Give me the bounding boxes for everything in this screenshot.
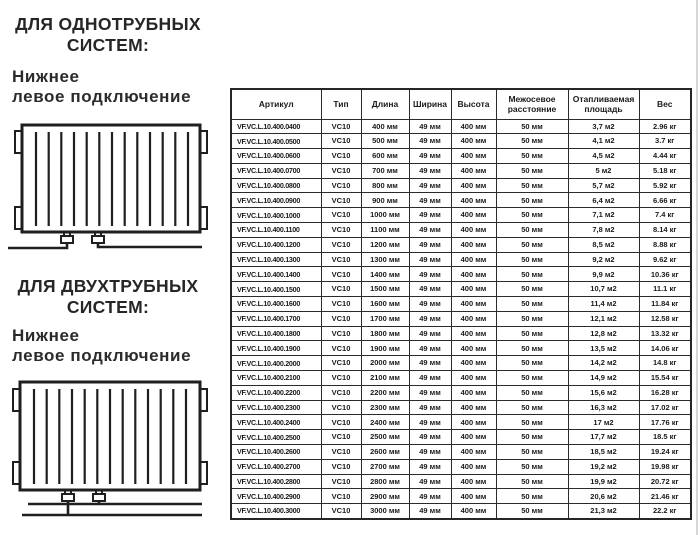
table-cell: VC10 xyxy=(321,504,361,519)
table-cell: VC10 xyxy=(321,430,361,445)
table-cell: 400 мм xyxy=(451,193,496,208)
table-cell: 6,4 м2 xyxy=(568,193,639,208)
table-cell: 49 мм xyxy=(409,489,451,504)
table-cell: VC10 xyxy=(321,297,361,312)
table-cell: 49 мм xyxy=(409,119,451,134)
table-cell: 10,7 м2 xyxy=(568,282,639,297)
table-cell: 10.36 кг xyxy=(639,267,691,282)
table-cell: 50 мм xyxy=(496,119,568,134)
table-cell: VC10 xyxy=(321,252,361,267)
table-cell: VF.VC.L.10.400.1600 xyxy=(231,297,321,312)
table-row xyxy=(231,474,691,489)
table-cell: VF.VC.L.10.400.0900 xyxy=(231,193,321,208)
table-cell: 400 мм xyxy=(451,297,496,312)
table-cell: 50 мм xyxy=(496,356,568,371)
column-header: Высота xyxy=(451,89,496,119)
table-cell: 400 мм xyxy=(451,400,496,415)
heading-line: СИСТЕМ: xyxy=(66,35,150,55)
table-cell: 50 мм xyxy=(496,415,568,430)
table-cell: 49 мм xyxy=(409,282,451,297)
table-cell: VC10 xyxy=(321,474,361,489)
table-cell: VC10 xyxy=(321,371,361,386)
table-cell: 900 мм xyxy=(361,193,409,208)
table-cell: 400 мм xyxy=(451,237,496,252)
table-row xyxy=(231,119,691,134)
table-cell: 14.8 кг xyxy=(639,356,691,371)
table-cell: 400 мм xyxy=(451,282,496,297)
table-cell: 17.02 кг xyxy=(639,400,691,415)
table-cell: VF.VC.L.10.400.1200 xyxy=(231,237,321,252)
column-header: Вес xyxy=(639,89,691,119)
table-cell: 400 мм xyxy=(451,459,496,474)
table-row xyxy=(231,341,691,356)
page-edge-line xyxy=(696,0,698,535)
table-cell: 49 мм xyxy=(409,445,451,460)
table-cell: VC10 xyxy=(321,385,361,400)
table-row xyxy=(231,178,691,193)
heading-line: ДЛЯ ДВУХТРУБНЫХ xyxy=(17,276,199,296)
radiator-spec-table xyxy=(230,88,692,520)
section-heading-single-pipe xyxy=(0,14,216,56)
table-cell: 17.76 кг xyxy=(639,415,691,430)
table-row xyxy=(231,430,691,445)
table-cell: 50 мм xyxy=(496,223,568,238)
table-row xyxy=(231,208,691,223)
table-cell: 18,5 м2 xyxy=(568,445,639,460)
table-cell: 49 мм xyxy=(409,193,451,208)
table-cell: 2200 мм xyxy=(361,385,409,400)
table-cell: VF.VC.L.10.400.0700 xyxy=(231,163,321,178)
table-row xyxy=(231,459,691,474)
table-cell: VF.VC.L.10.400.1000 xyxy=(231,208,321,223)
table-cell: VF.VC.L.10.400.2600 xyxy=(231,445,321,460)
table-cell: VC10 xyxy=(321,400,361,415)
radiator-drawing-icon xyxy=(0,118,216,258)
column-header: Длина xyxy=(361,89,409,119)
table-cell: 49 мм xyxy=(409,371,451,386)
table-cell: 2400 мм xyxy=(361,415,409,430)
table-cell: 400 мм xyxy=(451,356,496,371)
table-cell: 400 мм xyxy=(451,385,496,400)
table-cell: 400 мм xyxy=(451,445,496,460)
table-cell: 14,9 м2 xyxy=(568,371,639,386)
table-cell: 4,5 м2 xyxy=(568,149,639,164)
table-cell: 49 мм xyxy=(409,385,451,400)
table-cell: VF.VC.L.10.400.1400 xyxy=(231,267,321,282)
table-cell: 2700 мм xyxy=(361,459,409,474)
table-cell: 49 мм xyxy=(409,474,451,489)
table-cell: 20.72 кг xyxy=(639,474,691,489)
table-cell: 1500 мм xyxy=(361,282,409,297)
table-cell: 14,2 м2 xyxy=(568,356,639,371)
table-cell: VF.VC.L.10.400.1500 xyxy=(231,282,321,297)
table-row xyxy=(231,489,691,504)
table-cell: 5,7 м2 xyxy=(568,178,639,193)
table-row xyxy=(231,163,691,178)
table-cell: VC10 xyxy=(321,311,361,326)
table-cell: 50 мм xyxy=(496,282,568,297)
table-cell: VF.VC.L.10.400.1800 xyxy=(231,326,321,341)
table-cell: 600 мм xyxy=(361,149,409,164)
table-cell: 49 мм xyxy=(409,311,451,326)
table-cell: 13,5 м2 xyxy=(568,341,639,356)
table-cell: 12,8 м2 xyxy=(568,326,639,341)
table-cell: 49 мм xyxy=(409,459,451,474)
table-cell: 50 мм xyxy=(496,341,568,356)
table-cell: 49 мм xyxy=(409,163,451,178)
table-cell: 2600 мм xyxy=(361,445,409,460)
table-cell: 400 мм xyxy=(451,415,496,430)
table-cell: 21.46 кг xyxy=(639,489,691,504)
table-cell: VF.VC.L.10.400.2000 xyxy=(231,356,321,371)
table-cell: 2500 мм xyxy=(361,430,409,445)
table-cell: 49 мм xyxy=(409,430,451,445)
table-cell: VF.VC.L.10.400.2500 xyxy=(231,430,321,445)
table-cell: 2000 мм xyxy=(361,356,409,371)
table-cell: VF.VC.L.10.400.1900 xyxy=(231,341,321,356)
table-cell: 50 мм xyxy=(496,208,568,223)
table-cell: 13.32 кг xyxy=(639,326,691,341)
single-pipe-radiator-diagram xyxy=(0,118,216,258)
table-cell: 50 мм xyxy=(496,489,568,504)
table-cell: 21,3 м2 xyxy=(568,504,639,519)
table-cell: 1800 мм xyxy=(361,326,409,341)
table-cell: 1100 мм xyxy=(361,223,409,238)
table-cell: 50 мм xyxy=(496,326,568,341)
table-row xyxy=(231,134,691,149)
table-cell: 19.98 кг xyxy=(639,459,691,474)
subheading-line: левое подключение xyxy=(12,86,192,106)
table-cell: 50 мм xyxy=(496,459,568,474)
table-cell: 1300 мм xyxy=(361,252,409,267)
table-cell: VC10 xyxy=(321,193,361,208)
table-cell: 50 мм xyxy=(496,149,568,164)
table-cell: VC10 xyxy=(321,163,361,178)
table-row xyxy=(231,223,691,238)
table-cell: VF.VC.L.10.400.2400 xyxy=(231,415,321,430)
table-cell: 4.44 кг xyxy=(639,149,691,164)
table-row xyxy=(231,311,691,326)
table-cell: 50 мм xyxy=(496,134,568,149)
table-cell: 49 мм xyxy=(409,267,451,282)
table-cell: 18.5 кг xyxy=(639,430,691,445)
two-pipe-radiator-diagram xyxy=(0,375,216,525)
column-header: Ширина xyxy=(409,89,451,119)
table-cell: 50 мм xyxy=(496,297,568,312)
table-cell: 400 мм xyxy=(361,119,409,134)
table-cell: VC10 xyxy=(321,356,361,371)
table-cell: 12,1 м2 xyxy=(568,311,639,326)
table-cell: 1400 мм xyxy=(361,267,409,282)
table-cell: 5.92 кг xyxy=(639,178,691,193)
table-cell: 20,6 м2 xyxy=(568,489,639,504)
heading-line: ДЛЯ ОДНОТРУБНЫХ xyxy=(15,14,201,34)
table-row xyxy=(231,282,691,297)
table-cell: 2800 мм xyxy=(361,474,409,489)
table-cell: 400 мм xyxy=(451,489,496,504)
table-cell: 3000 мм xyxy=(361,504,409,519)
table-cell: 400 мм xyxy=(451,223,496,238)
table-cell: 50 мм xyxy=(496,252,568,267)
table-cell: 400 мм xyxy=(451,267,496,282)
table-cell: VC10 xyxy=(321,208,361,223)
table-cell: 400 мм xyxy=(451,149,496,164)
table-cell: VF.VC.L.10.400.0500 xyxy=(231,134,321,149)
table-row xyxy=(231,193,691,208)
table-cell: 7.4 кг xyxy=(639,208,691,223)
table-cell: 16.28 кг xyxy=(639,385,691,400)
table-row xyxy=(231,252,691,267)
subheading-line: Нижнее xyxy=(12,326,80,345)
subheading-connection-single-pipe xyxy=(12,67,216,106)
table-cell: VC10 xyxy=(321,223,361,238)
table-cell: 49 мм xyxy=(409,208,451,223)
table-cell: 49 мм xyxy=(409,504,451,519)
table-cell: 2300 мм xyxy=(361,400,409,415)
table-cell: 1700 мм xyxy=(361,311,409,326)
table-cell: 14.06 кг xyxy=(639,341,691,356)
table-cell: 50 мм xyxy=(496,178,568,193)
table-cell: 50 мм xyxy=(496,193,568,208)
table-cell: 15.54 кг xyxy=(639,371,691,386)
column-header: Отапливаемая площадь xyxy=(568,89,639,119)
table-cell: VF.VC.L.10.400.2100 xyxy=(231,371,321,386)
table-cell: 1900 мм xyxy=(361,341,409,356)
column-header: Тип xyxy=(321,89,361,119)
table-row xyxy=(231,356,691,371)
table-header-row xyxy=(231,89,691,119)
table-cell: 1000 мм xyxy=(361,208,409,223)
table-cell: 700 мм xyxy=(361,163,409,178)
table-cell: 500 мм xyxy=(361,134,409,149)
table-cell: 50 мм xyxy=(496,504,568,519)
table-cell: 7,8 м2 xyxy=(568,223,639,238)
table-cell: 50 мм xyxy=(496,400,568,415)
table-row xyxy=(231,400,691,415)
table-cell: VC10 xyxy=(321,178,361,193)
table-cell: 49 мм xyxy=(409,237,451,252)
table-cell: 50 мм xyxy=(496,267,568,282)
table-cell: VF.VC.L.10.400.2200 xyxy=(231,385,321,400)
table-cell: 7,1 м2 xyxy=(568,208,639,223)
table-cell: 19.24 кг xyxy=(639,445,691,460)
table-cell: 9,9 м2 xyxy=(568,267,639,282)
table-cell: VC10 xyxy=(321,134,361,149)
table-cell: 17,7 м2 xyxy=(568,430,639,445)
table-cell: 400 мм xyxy=(451,208,496,223)
table-cell: 49 мм xyxy=(409,134,451,149)
column-header: Артикул xyxy=(231,89,321,119)
table-cell: 50 мм xyxy=(496,474,568,489)
table-cell: 1600 мм xyxy=(361,297,409,312)
table-cell: 3.7 кг xyxy=(639,134,691,149)
table-cell: 49 мм xyxy=(409,341,451,356)
table-row xyxy=(231,504,691,519)
table-cell: 400 мм xyxy=(451,311,496,326)
table-cell: 400 мм xyxy=(451,474,496,489)
table-cell: 400 мм xyxy=(451,252,496,267)
table-row xyxy=(231,326,691,341)
table-cell: 49 мм xyxy=(409,252,451,267)
table-row xyxy=(231,445,691,460)
table-cell: 22.2 кг xyxy=(639,504,691,519)
table-cell: 400 мм xyxy=(451,430,496,445)
table-cell: VF.VC.L.10.400.0600 xyxy=(231,149,321,164)
table-cell: VC10 xyxy=(321,119,361,134)
table-cell: 49 мм xyxy=(409,326,451,341)
table-cell: 49 мм xyxy=(409,149,451,164)
table-cell: 16,3 м2 xyxy=(568,400,639,415)
table-cell: 49 мм xyxy=(409,400,451,415)
table-cell: VF.VC.L.10.400.0400 xyxy=(231,119,321,134)
table-cell: 49 мм xyxy=(409,356,451,371)
table-cell: 5.18 кг xyxy=(639,163,691,178)
table-row xyxy=(231,371,691,386)
table-cell: 19,9 м2 xyxy=(568,474,639,489)
table-cell: 49 мм xyxy=(409,415,451,430)
table-cell: 400 мм xyxy=(451,119,496,134)
table-cell: 8.88 кг xyxy=(639,237,691,252)
table-cell: 400 мм xyxy=(451,163,496,178)
table-cell: 9.62 кг xyxy=(639,252,691,267)
table-cell: 400 мм xyxy=(451,504,496,519)
subheading-line: Нижнее xyxy=(12,67,80,86)
table-cell: 400 мм xyxy=(451,371,496,386)
table-cell: 19,2 м2 xyxy=(568,459,639,474)
table-cell: VF.VC.L.10.400.2300 xyxy=(231,400,321,415)
table-cell: 8.14 кг xyxy=(639,223,691,238)
subheading-connection-two-pipe xyxy=(12,326,216,365)
table-cell: VF.VC.L.10.400.0800 xyxy=(231,178,321,193)
table-row xyxy=(231,415,691,430)
table-cell: VC10 xyxy=(321,415,361,430)
table-cell: 11.84 кг xyxy=(639,297,691,312)
table-cell: 50 мм xyxy=(496,311,568,326)
table-row xyxy=(231,267,691,282)
table-body xyxy=(231,119,691,519)
table-cell: VF.VC.L.10.400.2900 xyxy=(231,489,321,504)
table-cell: 3,7 м2 xyxy=(568,119,639,134)
column-header: Межосевое расстояние xyxy=(496,89,568,119)
table-cell: 2100 мм xyxy=(361,371,409,386)
table-cell: VF.VC.L.10.400.2800 xyxy=(231,474,321,489)
radiator-drawing-icon xyxy=(0,375,216,525)
table-cell: 800 мм xyxy=(361,178,409,193)
table-row xyxy=(231,297,691,312)
table-cell: 400 мм xyxy=(451,341,496,356)
table-cell: 6.66 кг xyxy=(639,193,691,208)
table-cell: VC10 xyxy=(321,341,361,356)
table-cell: 12.58 кг xyxy=(639,311,691,326)
table-cell: 5 м2 xyxy=(568,163,639,178)
table-cell: VF.VC.L.10.400.1300 xyxy=(231,252,321,267)
table-cell: 9,2 м2 xyxy=(568,252,639,267)
table-row xyxy=(231,149,691,164)
table-cell: 49 мм xyxy=(409,297,451,312)
table-cell: VF.VC.L.10.400.2700 xyxy=(231,459,321,474)
table-cell: VF.VC.L.10.400.1700 xyxy=(231,311,321,326)
table-cell: 15,6 м2 xyxy=(568,385,639,400)
table-cell: 50 мм xyxy=(496,237,568,252)
heading-line: СИСТЕМ: xyxy=(66,297,150,317)
table-cell: 50 мм xyxy=(496,445,568,460)
table-cell: 2900 мм xyxy=(361,489,409,504)
table-cell: VF.VC.L.10.400.3000 xyxy=(231,504,321,519)
table-cell: 50 мм xyxy=(496,371,568,386)
table-cell: 50 мм xyxy=(496,163,568,178)
table-cell: 50 мм xyxy=(496,385,568,400)
table-cell: 11.1 кг xyxy=(639,282,691,297)
table-cell: VC10 xyxy=(321,267,361,282)
table-cell: VC10 xyxy=(321,489,361,504)
table-cell: 4,1 м2 xyxy=(568,134,639,149)
table-row xyxy=(231,385,691,400)
table-cell: VF.VC.L.10.400.1100 xyxy=(231,223,321,238)
table-cell: 49 мм xyxy=(409,178,451,193)
section-heading-two-pipe xyxy=(0,276,216,318)
table-cell: 1200 мм xyxy=(361,237,409,252)
table-cell: 50 мм xyxy=(496,430,568,445)
table-cell: 8,5 м2 xyxy=(568,237,639,252)
table-cell: VC10 xyxy=(321,459,361,474)
subheading-line: левое подключение xyxy=(12,345,192,365)
table-cell: 400 мм xyxy=(451,134,496,149)
table-cell: VC10 xyxy=(321,149,361,164)
table-cell: 2.96 кг xyxy=(639,119,691,134)
table-cell: 11,4 м2 xyxy=(568,297,639,312)
table-cell: 49 мм xyxy=(409,223,451,238)
table-cell: 17 м2 xyxy=(568,415,639,430)
table-cell: VC10 xyxy=(321,282,361,297)
table-cell: 400 мм xyxy=(451,178,496,193)
table-row xyxy=(231,237,691,252)
table-cell: VC10 xyxy=(321,237,361,252)
table-cell: VC10 xyxy=(321,445,361,460)
table-cell: 400 мм xyxy=(451,326,496,341)
table-cell: VC10 xyxy=(321,326,361,341)
